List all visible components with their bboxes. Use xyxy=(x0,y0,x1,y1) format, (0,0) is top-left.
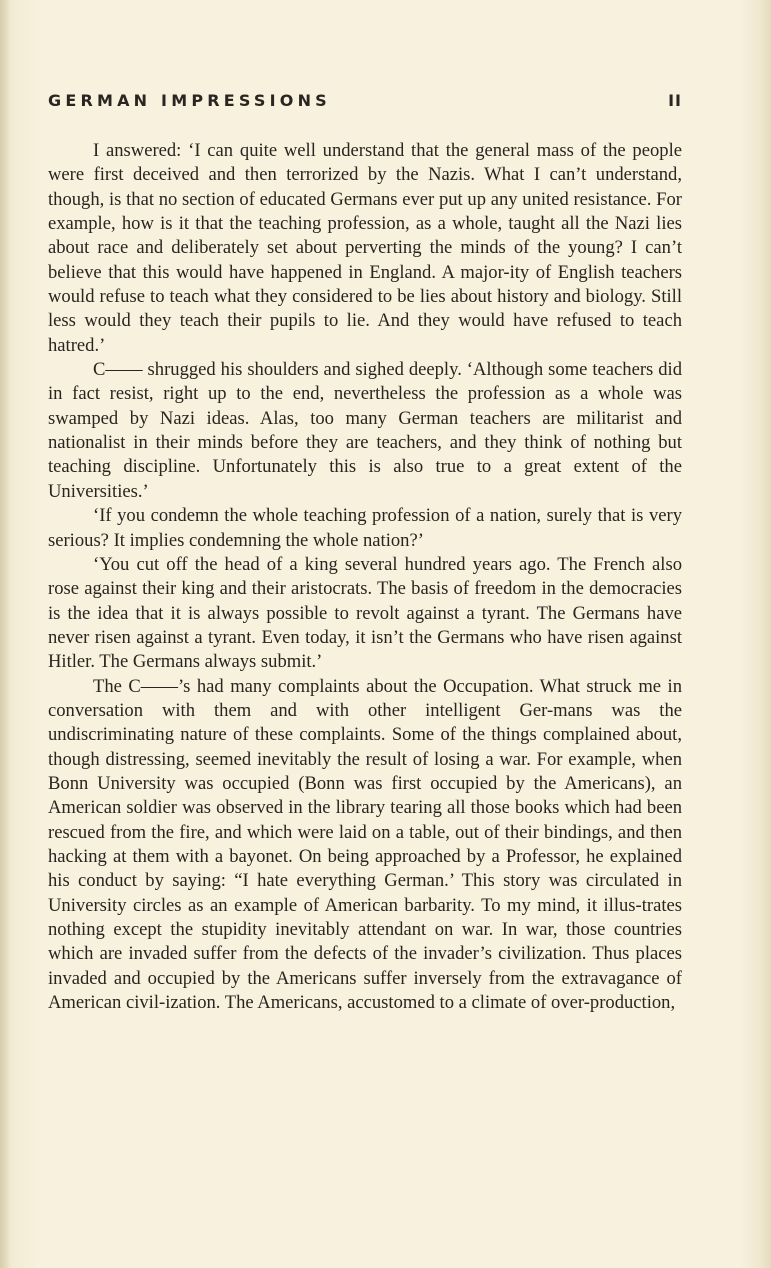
paragraph: C—— shrugged his shoulders and sighed deeply. ‘Although some teachers did in fact resist, right up to the end, nevertheless the profession as a whole was swamped by Nazi ideas. Alas, too many German teachers are militarist and nationalist in their minds before they are teachers, and they think of nothing but teaching discipline. Unfortunately this is also true to a great extent of the Universities.’ xyxy=(48,359,682,502)
running-head: GERMAN IMPRESSIONS xyxy=(48,91,331,110)
paragraph: I answered: ‘I can quite well understand that the general mass of the people were first deceived and then terrorized by the Nazis. What I can’t understand, though, is that no section of educated Germans ever put up any united resistance. For example, how is it that the teaching profession, as a whole, taught all the Nazi lies about race and deliberately set about perverting the minds of the young? I can’t believe that this would have happened in England. A major-ity of English teachers would refuse to teach what they considered to be lies about history and biology. Still less would they teach their pupils to lie. And they would have refused to teach hatred.’ xyxy=(48,140,682,356)
paragraph: The C——’s had many complaints about the Occupation. What struck me in conversation with them and with other intelligent Ger-mans was the undiscriminating nature of these complaints. Some of the things complained about, though distressing, seemed inevitably the result of losing a war. For example, when Bonn University was occupied (Bonn was first occupied by the Americans), an American soldier was observed in the library tearing all those books which had been rescued from the fire, and which were laid on a table, out of their bindings, and then hacking at them with a bayonet. On being approached by a Professor, he explained his conduct by saying: “I hate everything German.’ This story was circulated in University circles as an example of American barbarity. To my mind, it illus-trates nothing except the stupidity inevitably attendant on war. In war, those countries which are invaded suffer from the defects of the invader’s civilization. Thus places invaded and occupied by the Americans suffer inversely from the extravagance of American civil-ization. The Americans, accustomed to a climate of over-production, xyxy=(48,675,682,1014)
page-number: II xyxy=(668,91,682,110)
paragraph: ‘If you condemn the whole teaching profession of a nation, surely that is very serious? It implies condemning the whole nation?’ xyxy=(48,505,682,551)
page-header xyxy=(48,91,682,115)
body-text xyxy=(48,139,682,1015)
paragraph: ‘You cut off the head of a king several hundred years ago. The French also rose against their king and their aristocrats. The basis of freedom in the democracies is the idea that it is always possible to revolt against a tyrant. The Germans have never risen against a tyrant. Even today, it isn’t the Germans who have risen against Hitler. The Germans always submit.’ xyxy=(48,553,682,673)
page-gutter-shadow xyxy=(0,0,10,1268)
